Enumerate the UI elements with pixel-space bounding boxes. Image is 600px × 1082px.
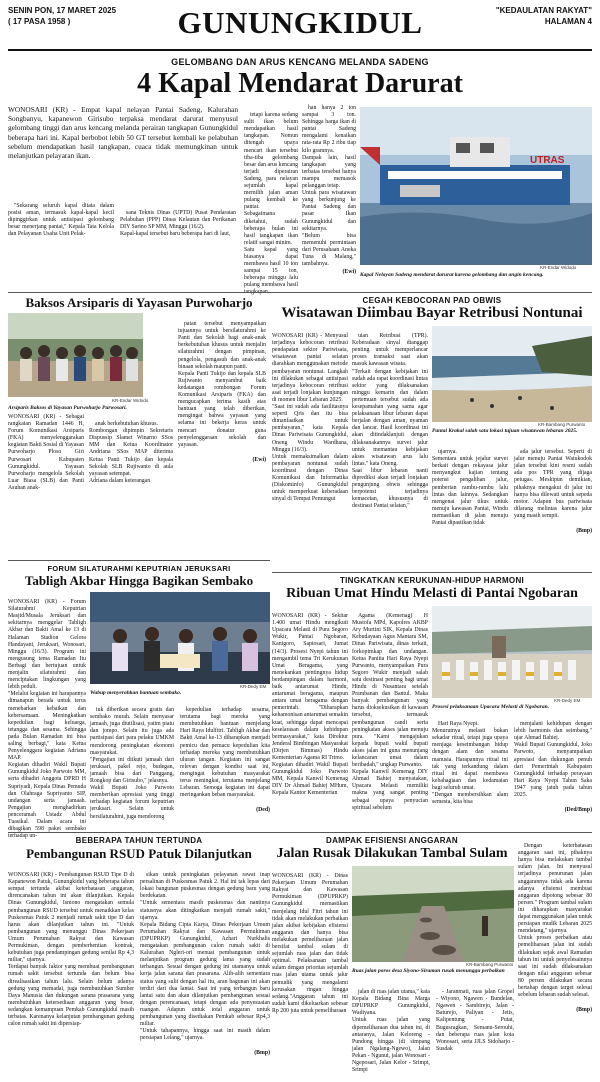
- a7-sign: (Bmp): [576, 1007, 592, 1014]
- divider-2: [8, 560, 270, 561]
- a2-col1-text: WONOSARI (KR) - Sebagai rangkaian Ramadan 1446 H, Forum Komunikasi Arsiparis (FKA) menyelenggarakan kegiatan Bakti Sosial di Yayasan Purwoharjo Ploso Giri Purwosari Kabupaten Gunungkidul. Yayasan Purwoharjo mengelola Sekolah Luar Biasa (SLB) dan Panti Asuhan anak-: [8, 414, 84, 491]
- a2-col3: [178, 314, 266, 558]
- a6-col1: [8, 865, 134, 1045]
- a7-col1-text: WONOSARI (KR) - Dinas Pekerjaan Umum Perumahan Rakyat dan Kawasan Permukiman (DPUPRKP) Gunungkidul memastikan menjelang Idul Fitri tahun ini tidak akan melakukan perbaikan jalan akibat kebijakan efisiensi anggaran dan hanya bisa melakukan pemeliharaan jalan bersifat tambal sulam di sejumlah ruas jalan dan tidak optimal. Pelaksanaan tambal sulam dengan prioritas sejumlah ruas jalan utama untuk jalur pemudik yang mengalami kerusakan ringan hingga sedang."Anggaran tahun ini sudah kami dikeluarkan sebesar Rp 200 juta untuk pemeliharaan: [272, 873, 348, 1014]
- a7-col2-text: jalan di ruas jalan utama," kata Kepala Bidang Bina Marga DPUPRKP Gunungkidul, Wadiyana. Untuk ruas jalan yang dipemeliharaan dua tahun ini, di antaranya, Jalan Keloreng - Pundong hingga (di simpang jalan Ngalang-Ngewo), Jalan Pekan - Ngunut, jalan Wonosari - Ngeposari, Jalan Kelor - Srimpi, Srimpi: [352, 989, 430, 1074]
- a3-col1-text: WONOSARI (KR) - Menyusul terjadinya kebocoran retribusi pendapatan sektor Pariwisata, wisatawan pantai selatan diarahkan menggunakan metode pembayaran nontunai. Langkah ini dilakukan sebagai antisipasi terjadinya kebocoran retribusi asat terjadi lonjakan kunjungan di momen libur Lebaran 2025. "Saat ini sudah ada fasilitasnya seperti Qris dan itu bisa dimanfaatkan untuk pembayaran," kata Kepala Dinas Pariwisata Gunungkidul, Oneng Windu Wardhana, Minggu (16/3). Untuk memaksimalkan dalam pembayaran nontunai sudah koordinasi dengan Dinas Komunikasi dan Informatika (Diskominfo) Gunungkidul untuk memperkuat keberadaan sinyal di Tempat Pemungut: [272, 333, 348, 503]
- issue-pasa: ( 17 PASA 1958 ): [8, 17, 71, 26]
- header-right: [496, 5, 592, 27]
- a4-col1-text: WONOSARI (KR) - Forum Silaturahmi Keputrian Masjid/Musala Jeruksari dan sekitarnya menggelar Tabligh Akbar dan Bakti Amal ke 13 di Halaman Stadion Gelora Handayani, Jeruksari, Wonosari, Minggu (16/3). Program ini mengusung tema Ramadan Itu Berbagi dan bertujuan untuk menjalin silaturahmi dan menciptakan lingkungan yang lebih peduli. "Melalui kegiatan ini harapannya dimanapun berada untuk terus menebarkan kebaikan dan kebersamaan. Meningkatkan kepedulian bagi keluarga, tetangga dan sesama. Sehingga pada Bulan Ramadan ini bisa saling berbagi," kata Ketua Penyelenggara kegiatan Adriana MAP. Kegiatan dihadiri Wakil Bupati Gunungkidul Joko Parwoto MM, serta dihadiri Anggota DPRD H Supriyadi, Kepala Dinas Pemuda dan Olahraga Supriyanto SIP, undangan serta jamaah. Pengajian menghadirkan penceramah Ustadz Abdul Tuasikal. Dalam acara ini dibagikan 598 paket sembako terhadap un-: [8, 599, 86, 840]
- a1-lead: [8, 105, 238, 199]
- a5-col3: [432, 714, 508, 828]
- a5-credit: KR-Dedy EM: [554, 698, 581, 703]
- a7-col4: [518, 836, 592, 1045]
- a3-col1: [272, 326, 348, 568]
- a2-credit: KR-Endar Widodo: [112, 398, 149, 403]
- a6-col2: [140, 865, 270, 1057]
- a4-kicker: FORUM SILATURAHMI KEPUTRIAN JERUKSARI: [47, 564, 231, 573]
- a5-col2-text: Agama (Kemenag) H Mustofa MPd, Kapolres AKBP Ary Murtini SIK, Kepala Dinas Kebudayaan Agus Mantara SM, Dinas Pariwisata, dinas terkait, forkopimkap dan undangan. Ketua Panitia Hari Raya Nyepi Purwanto, menyampaikan Pura Segoro Wukir menjadi salah satu destinasi penting bagi umat Hindu di Nusantara setelah Prambanan dan Bantul. Maka banyak pembangunan yang harus dioksekusikan di kawasan tersebut, termasuk pembangunan candi serta peningkatan akses jalan menuju pura. "Kami mengajukan kepada bupati wakil bupati akses jalan ini guna menunjang kelancaran umat dalam beribadah," ungkap Purwanto. Kepala Kanwil Kemenag DIY Ahmad Bahiej menyatakan, Upacara Melasti memiliki makna yang sangat penting sebagai upaya penyucian spiritual sebelum: [352, 613, 428, 811]
- a3-caption: Pantai Krakal salah satu lokasi tujuan wisatawan lebaran 2025.: [432, 428, 578, 434]
- a7-photo-svg: [352, 866, 514, 962]
- a4-photo: [90, 592, 270, 684]
- a5-col2: [352, 606, 428, 828]
- a1-headline: 4 Kapal Mendarat Darurat: [137, 68, 463, 99]
- a5-caption: Prosesi pelaksanaan Upacara Melasti di Ngobaran.: [432, 704, 550, 710]
- a7-caption: Ruas jalan poros desa Siyono-Siraman rusak menunggu perbaikan: [352, 968, 505, 974]
- a6-headline: Pembangunan RSUD Patuk Dilanjutkan: [26, 846, 252, 861]
- a1-col2-text: sana Teknis Dinas (UPTD) Pusat Pendaratan Pelabuhan (PPP) Dinas Kelautan dan Perikanan DIY Sarino SP MM, Minggu (16/2). Kapal-kapal tersebut baru beberapa hari di laut,: [120, 210, 236, 238]
- divider-3: [272, 572, 592, 573]
- a1-photo-svg: [360, 107, 592, 265]
- a4-headline: Tabligh Akbar Hingga Bagikan Sembako: [24, 573, 254, 588]
- a7-headline: Jalan Rusak Dilakukan Tambal Sulam: [276, 846, 508, 861]
- a7-col3-text: - Jaranmati, ruas jalan Gropel - Wiyono, Ngawen - Bundelan, Ngawen - Sambirejo, Jalan - Baturejo, Paliyan - Jetis, Kalipentung - Putat, Bugusragkan, Semanu-Serouhi, dan beberapa ruas jalan kota Wonosari, serta JJLS Sidoharjo - Susdak: [436, 989, 514, 1052]
- a1-col4-text: han hanya 2 ton sampai 3 ton. Sehingga harga ikan di pantai Sadeng mengalami kenaikan rata-rata Rp 2 ribu tiap kilo gramnya. Dampak lain, hasil tangkapan yang terbatas tersebut hanya mampu memasok pelanggan tetap. Untuk para wisatawan yang berkunjung ke Pantai Sadeng dan pasar Ikan Gunungkidul dan sekitarnya. "Belum bisa memenuhi permintaan dari Perusahaan Aneka Tuna di Malang," tambahnya.: [302, 105, 356, 268]
- a4-col3-text: kepedulian terhadap sesama, terutama bagi mereka yang membutuhkan bantuan menjelang Hari Raya Idulfitri. Tabligh Akbar dan Bakti Amal ke-13 diharapkan menjadi pemicu dan pemacu kepedulian kita terhadap mereka yang membutuhkan uluran tangan. Kegiatan ini sangat relevan dengan kondisi saat ini, mengingat kebutuhan masyarakat terus meningkat, terutama menjelang Lebaran. Semoga kegiatan ini dapat meringankan beban masyarakat.: [180, 707, 270, 799]
- a5-col4-text: menjalani kehidupan dengan lebih harmonis dan seimbang," ujar Ahmad Bahiej. Wakil Bupati Gunungkidul, Joko Parwoto, menyampaikan apresiasi dan dukungan penuh dari Pemerintah Kabupaten Gunungkidul terhadap perayaan Hari Raya Nyepi Tahun Saka 1947 yang jatuh pada tahun 2025.: [514, 721, 592, 799]
- a4-caption: Wabup menyerahkan bantuan sembako.: [90, 690, 182, 696]
- page-header: [8, 3, 592, 49]
- a5-kicker: TINGKATKAN KERUKUNAN-HIDUP HARMONI: [339, 576, 525, 585]
- a4-sign: (Ded): [256, 807, 270, 814]
- a5-photo: [432, 606, 592, 698]
- a6-col1-text: WONOSARI (KR) - Pembangunan RSUD Tipe D di Kapanewon Patuk, Gunungkidul yang beberapa tahun sempat tertunda akibat keterbatasan anggaran, direncanakan tahun ini akan dilanjutkan. Kepala Dinas Gunungkidul, Ismono mengatakan semula pembangunan RSUD tersebut untuk menaikkan kelas Puskesmas Patuk 2 menjadi rumah sakit tipe D dan harus akan dilanjutkan tahun ini. "Untuk pembangunan yang menunggu Dinas Pekerjaan Umum Perumahan Rakyat dan Kawasan Permukiman, dengan pemberhentian kontrak, kebutuhan juga pendampingan gedung senilai Rp 4,3 miliar," ujarnya. Terdapat banyak faktor yang membuat pembangunan rumah sakit tersebut tertunda dan belum bisa direalisasikan tahun lalu. Selain belum adanya gedung yang memadai, juga membutuhkan Sumber Daya Manusia dan dukungan sarana prasarana yang membutuhkan ketersediaan anggaran yang besar, sedangkan kemampuan Pemkab Gunungkidul masih terbatas. Karenanya kelanjutan pembangunan gedung calon rumah sakit ini dipersiap-: [8, 872, 134, 1028]
- a1-col1: [8, 203, 114, 291]
- a3-kicker: CEGAH KEBOCORAN PAD OBWIS: [362, 296, 502, 305]
- divider-4: [8, 832, 592, 833]
- a2-headline: Baksos Arsiparis di Yayasan Purwoharjo: [25, 295, 253, 310]
- a1-photo: [360, 107, 592, 265]
- a7-col2: [352, 982, 430, 1074]
- a1-col1-text: "Sekarang seluruh kapal ditata dalam posisi aman, termasuk kapal-kapal kecil dipinggirkan untuk antisipasi gelombang besar menerjang pantai," Kepala Tata Kelola dan Pelayanan Usaha Unit Pelak-: [8, 203, 114, 238]
- a2-sign: (Ewi): [252, 456, 266, 463]
- a7-kicker: DAMPAK EFISIENSI ANGGARAN: [326, 836, 458, 845]
- a3-col2-text: utan Retribusi (TPR). Keberadaan sinyal dianggap penting untuk memperlancar proses transaksi saat akan masuk kawasan wisata. "Terkait dengan kebijakan ini sudah ada rapat koordinasi lintas sektor yang dilaksanakan minggu kemarin dan dalam pertemuan tersebut sudah ada kesepamahan yang sama agar pelaksanaan libur lebaran dapat berjalan dengan aman, nyaman dan lancar. Hasil koordinasi ini akan ditindaklanjuti dengan dilaksanakannya survei jalur untuk memantau kebijakan akses wisatawan arus lalu lintas." kata Oneng. Saat libur lebaran nanti diprediksi akan terjadi lonjakan pengunjung obwis sehingga berpotensi terjadinya kemacetan, khususnya di destinasi Pantai selatan,": [352, 333, 428, 510]
- a2-col2-text: anak berkebutuhan khusus. Rombongan dipimpin Sekretaris Dispussip Slamet Winarno SSos MM dan Ketua Koordinator Andriana SSos MAP diterima Ketua Panti Tukijo dan kepala Sekolah SLB Rujiwanto di aula yayasan setempat. Adriana dalam keterangan: [89, 421, 173, 484]
- a5-headline: Ribuan Umat Hindu Melasti di Pantai Ngobaran: [286, 586, 578, 601]
- a1-credit: KR-Endar Widodo: [540, 265, 577, 270]
- masthead: GUNUNGKIDUL: [177, 5, 423, 40]
- a1-caption: Kapal Nelayan Sadeng mendarat darurat karena gelombang dan angin kencang.: [360, 272, 544, 278]
- a7-col1: [272, 866, 348, 1045]
- issue-date: SENIN PON, 17 MARET 2025: [8, 6, 117, 15]
- a4-col2: [90, 700, 174, 828]
- header-left: [8, 5, 116, 27]
- a3-col2: [352, 326, 428, 568]
- a3-col3-text: ujarnya. Sementara untuk jejalur survei berkait dengan rekayasa jalur menyangkut kajian tentang potensi pengalihan jalur, pemberian rambu-rambu lalu lintas dan lainnya. Sedangkan mengenai jalur tikus untuk menuju kawasan Pantai, Windu memastikan di jalan menuju Pantai dipastikan tidak: [432, 449, 508, 527]
- a1-sign: (Ewi): [342, 269, 356, 276]
- a2-photo-svg: [8, 313, 143, 397]
- header-rule: [8, 49, 592, 51]
- a3-col3: [432, 442, 508, 568]
- a7-credit: KR-Bambang Purwanto: [466, 962, 514, 967]
- a4-col3: [180, 700, 270, 828]
- a4-col2-text: tuk diberikan secara gratis dan sembako murah. Selain menyasar jamaah, juga diutilisasi, yatim piatu dan jompo. Selain itu juga ada partisipasi dari para pelaku UMKM mendorong peningkatan ekonomi masyarakat. "Pengajian ini diikuti jamaah dari jeruksari, pakel rejo, budegan, jamaah bisa dari Panggang, Rongkop dan Girisubo," jelasnya. Wakil Bupati Joko Parwoto memberikan apresiasi yang tinggi terhadap kegiatan forum keputrian jeruksari. Selain untuk bersilaturahmi, juga mendorong: [90, 707, 174, 820]
- page-number: HALAMAN 4: [544, 17, 592, 26]
- a1-boat-text: UTRAS: [530, 155, 565, 166]
- a2-col1: [8, 414, 84, 554]
- a3-photo: [432, 326, 592, 422]
- a5-photo-svg: [432, 606, 592, 698]
- a3-col4-text: ada jalur tersebut. Seperti di jalur menuju Pantai Watukodok jalan tersebut kini resmi sudah ada pos TPR yang dijaga petugas. Meskipun demikian, pihaknya mengakui di jalur ini hanya bisa dilewati untuk sepeda motor. Adapun bus pariwisata dilarang melintas karena jalur yang masih sempit.: [514, 449, 592, 519]
- a4-col1: [8, 592, 86, 840]
- a6-kicker: BEBERAPA TAHUN TERTUNDA: [75, 836, 203, 845]
- a5-col3-text: Hari Raya Nyepi. Menurutnya melasti bukan sekadar ritual, tetapi juga upaya menjaga keseimbangan hidup dengan alam dan sesama manusia. Harapannya ritual ini tak yang terkandung dalam ritual ini dapat membawa kebahagiaan dan kedamaian bagi seluruh umat. "Dengan membersihkan alam semesta, kita bisa: [432, 721, 508, 806]
- a7-photo: [352, 866, 514, 962]
- a4-credit: KR-Dedy EM: [240, 684, 267, 689]
- a5-col4: [514, 714, 592, 828]
- a2-col2: [89, 414, 173, 554]
- a3-sign: (Bmp): [576, 528, 592, 535]
- a6-col2-text: sikan untuk peningkatan pelayanan rawat inap persalinan di Puskesmas Patuk 2. Hal ini tak lepas dari lokasi bangunan puskesmas dengan gedung baru yang berdekatan. "Untuk sementara masih puskesmas dan nantinya statusnya akan ditingkatkan menjadi rumah sakit," ujarnya. Kepala Bidang Cipta Karya, Dinas Pekerjaan Umum Perumahan Rakyat dan Kawasan Permukiman (DPUPRKP) Gunungkidul, Azhari Nurkhalis mengatakan pembangunan calon rumah sakit di Kalurahan Ngleri-ori menuai pembangunan untuk melanjutkan program gedung lama yang sudah terbangun. Sesuai dengan gedung ini utamanya untuk kerja jalan sarana dan prasarana. Alih-alih sementara status yang sulit dengan hal itu, aran bagunan ini akan terdiri dari dua lantai. Saat ini yang terbangun baru lantai satu dan akan dilanjutkan pembangunan sesuai dengan perencanaan, tetapi dengan ada penyesuaian ruangan. Adapun untuk total anggaran untuk pembangunan yang disediakan Pemkab sebesar Rp4,3 miliar. "Untuk tahapannya, hingga saat ini masih dalam persiapan Lelang," ujarnya.: [140, 872, 270, 1042]
- a3-photo-svg: [432, 326, 592, 422]
- a7-col3: [436, 982, 514, 1052]
- a4-photo-svg: [90, 592, 270, 684]
- a3-headline: Wisatawan Diimbau Bayar Retribusi Nontunai: [281, 305, 583, 321]
- a3-credit: KR-Bambang Purwanto: [538, 422, 586, 427]
- a2-col3-text: patan tersebut menyampaikan tujuannya untuk bersilaturahmi ke Panti dan Sekolah bagi anak-anak berkebutuhan khusus untuk menjalin silaturahmi dengan pimpinan, pengelola, pengasuh dan anak-anak binaan sekolah maupun panti. Kepala Panti Tukijo dan kepala SLB Rujiwanto menyambut baik kedatangan rombongan Forum Komunikasi Arsiparis (FKA) dan mengucapkan terima kasih atas bantuan yang telah diberikan, mengingat bahwa yayasan yang selama ini bekerja keras untuk mencari donatur guna penyelenggaraan sekolah dan yayasan.: [178, 321, 266, 448]
- a1-lead-text: WONOSARI (KR) - Empat kapal nelayan Pantai Sadeng, Kalurahan Songbanyu, kapanewon Girisubo terpaksa mendarat darurat menyusul gelombang tinggi dan arus kencang melanda perairan tangkapan Gunungkidul beberapa hari ini. Kapal berbobot lebih 50 GT tersebut kembali ke pelabuhan sebelum mendapatkan hasil tangkapan, cuaca tidak memungkinan untuk melanjutkan pelayaran ikan.: [8, 105, 238, 161]
- a3-col4: [514, 442, 592, 568]
- a1-kicker: GELOMBANG DAN ARUS KENCANG MELANDA SADENG: [171, 57, 429, 67]
- a7-col4-text: Dengan keterbatasan anggaran saat ini, pihaknya hanya bisa melakukan tambal sulam jalan. Ini menyusul terjadinya penurunan jalan anggarannya tidak ada karena adanya efisiensi membuat anggaran dipotong sebesar 80 persen." Program tambal sulam ini diharapkan masyarakat dapat menggunakan jalan untuk persiapan mudik Lebaran 2025 mendatang," ujarnya. Untuk proses perbaikan atau pemeliharaan jalan ini sudah dilakukan sejak awal Ramadan tahun ini untuk penyelesainnya saat ini sudah dilaksanakan dengan nilai anggaran sebesar 80 persen dilakukan secara bertahap dengan target selesai sebelum lebaran sudah selesai.: [518, 843, 592, 999]
- a5-col1-text: WONOSARI (KR) - Sekitar 1.400 umat Hindu mengikuti Upacara Melasti di Pura Segoro Wukir, Pantai Ngobaran, Kanigoro, Saptosari, Jumat (14/3). Prosesi Nyepi tahun ini mengambil tema Tri Kerukunan Umat Beragama, yang menekankan pentingnya hidup berdampingan dalam harmoni, baik antarumat Hindu, antarumat beragama, maupun antara umat beragama dengan pemerintah. "Diharapkan kehamonisan antarumat semakin kuat, sehingga dapat mencapai keselarasan dalam kehidupan bermasyarakat," kata Direktur Jenderal Bimbingan Masyarakat (Dirjen Bimmas) Hindu Kementerian Agama RI Trimo. Kegiatan dihadiri Wakil Bupati Gunungkidul Joko Parwoto MM, Kepala Kanwil Kemenag DIY Dr Ahmad Bahiej MHum, Kepala Kantor Kementerian: [272, 613, 348, 797]
- a1-col3: [244, 105, 298, 296]
- a1-col3-text: tetapi karena sedang sulit ikan belum mendapatkan hasil tangkapan. Nomun ditengah upaya mencari ikan tersebut tiba-tiba gelombang besar dan arus kencang terjadi diperairan Sadeng, para nelayan sejumlah kapal memilih jalan aman pulang kembali ke pantai. Sebagaimana diketahui, sudah beberapa bulan ini hasil tangkapan ikan relatif sangat minim. Satu kapal yang biasanya dapat membawa hasil 10 ton sampai 15 ton, beberapa minggu lalu pulang membawa hasil tangkapan: [244, 112, 298, 296]
- a5-sign: (Ded/Bmp): [564, 807, 592, 814]
- a1-col2: [120, 203, 236, 291]
- a1-col4-box: [302, 105, 356, 289]
- a6-sign: (Bmp): [254, 1050, 270, 1057]
- a2-photo: [8, 313, 143, 397]
- a2-caption: Arsiparis Baksos di Yayasan Purwoharjo Purwosari.: [8, 405, 127, 411]
- divider-1: [8, 292, 592, 293]
- a5-col1: [272, 606, 348, 828]
- tagline: "KEDAULATAN RAKYAT": [495, 6, 592, 15]
